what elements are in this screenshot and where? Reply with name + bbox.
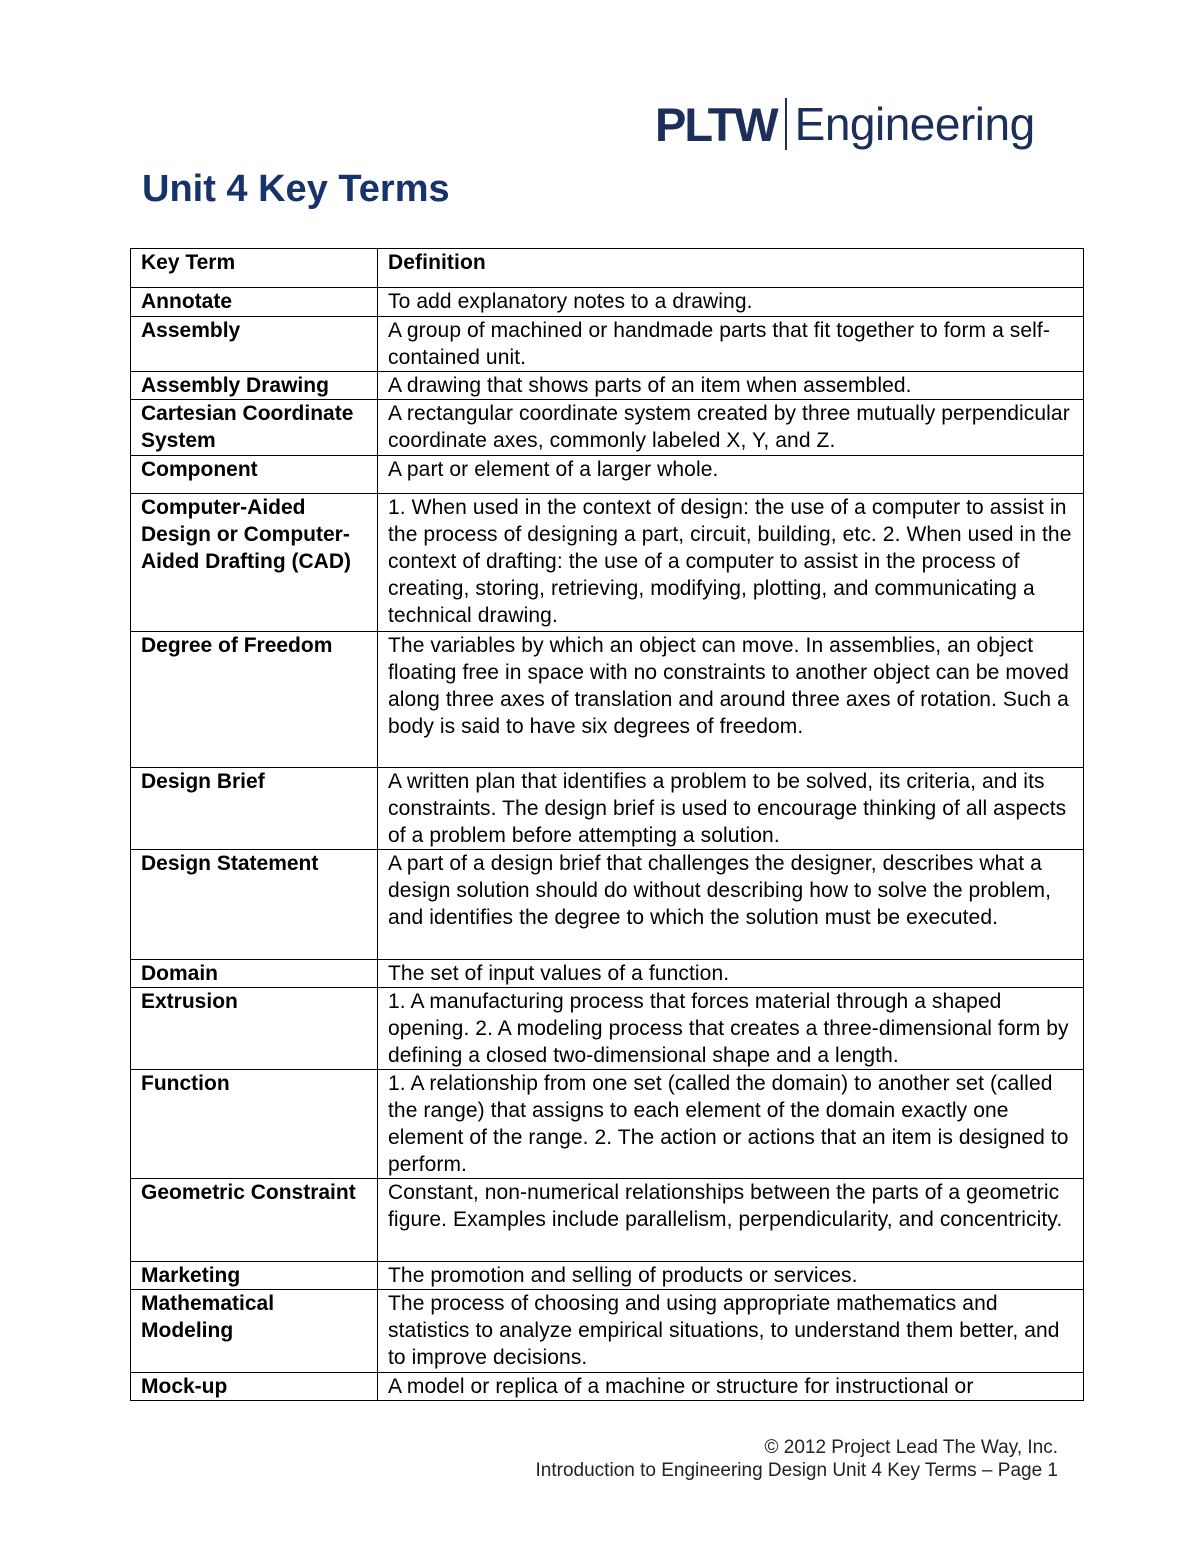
header-definition: Definition	[378, 249, 1084, 288]
table-row	[131, 960, 1084, 988]
key-term-cell: Mock-up	[131, 1373, 378, 1401]
key-term-cell: Design Statement	[131, 850, 378, 960]
logo-divider	[785, 98, 787, 150]
definition-cell: The process of choosing and using appropriate mathematics and statistics to analyze empirical situations, to understand them better, and to improve decisions.	[378, 1290, 1084, 1373]
key-term-cell: Design Brief	[131, 768, 378, 850]
table-row	[131, 400, 1084, 456]
table-header-row	[131, 249, 1084, 288]
table-row	[131, 317, 1084, 372]
table-row	[131, 632, 1084, 768]
key-term-cell: Component	[131, 456, 378, 494]
definition-cell: A model or replica of a machine or structure for instructional or	[378, 1373, 1084, 1401]
key-term-cell: Degree of Freedom	[131, 632, 378, 768]
logo-brand: PLTW	[655, 97, 777, 151]
definition-cell: A written plan that identifies a problem to be solved, its criteria, and its constraints. The design brief is used to encourage thinking of all aspects of a problem before attempting a solution.	[378, 768, 1084, 850]
key-term-cell: Annotate	[131, 288, 378, 317]
definition-cell: A part of a design brief that challenges the designer, describes what a design solution should do without describing how to solve the problem, and identifies the degree to which the solution must be executed.	[378, 850, 1084, 960]
table-row	[131, 768, 1084, 850]
table-row	[131, 1290, 1084, 1373]
key-term-cell: Assembly	[131, 317, 378, 372]
definition-cell: A drawing that shows parts of an item when assembled.	[378, 372, 1084, 400]
definition-cell: 1. A relationship from one set (called the domain) to another set (called the range) that assigns to each element of the domain exactly one element of the range. 2. The action or actions that an item is designed to perform.	[378, 1070, 1084, 1179]
key-term-cell: Geometric Constraint	[131, 1179, 378, 1262]
definition-cell: The variables by which an object can move. In assemblies, an object floating free in space with no constraints to another object can be moved along three axes of translation and around three axes of rotation. Such a body is said to have six degrees of freedom.	[378, 632, 1084, 768]
table-row	[131, 1070, 1084, 1179]
definition-cell: To add explanatory notes to a drawing.	[378, 288, 1084, 317]
definition-cell: 1. A manufacturing process that forces material through a shaped opening. 2. A modeling process that creates a three-dimensional form by defining a closed two-dimensional shape and a length.	[378, 988, 1084, 1070]
footer-copyright: © 2012 Project Lead The Way, Inc.	[764, 1437, 1058, 1458]
logo-division: Engineering	[794, 98, 1035, 150]
key-term-cell: Marketing	[131, 1262, 378, 1290]
definition-cell: A part or element of a larger whole.	[378, 456, 1084, 494]
page-title: Unit 4 Key Terms	[142, 168, 450, 210]
definition-cell: Constant, non-numerical relationships between the parts of a geometric figure. Examples include parallelism, perpendicularity, and concentricity.	[378, 1179, 1084, 1262]
definition-cell: 1. When used in the context of design: the use of a computer to assist in the process of designing a part, circuit, building, etc. 2. When used in the context of drafting: the use of a computer to assist in the process of creating, storing, retrieving, modifying, plotting, and communicating a technical drawing.	[378, 494, 1084, 632]
table-row	[131, 1373, 1084, 1401]
header-key-term: Key Term	[131, 249, 378, 288]
key-term-cell: Function	[131, 1070, 378, 1179]
definition-cell: The set of input values of a function.	[378, 960, 1084, 988]
key-term-cell: Cartesian Coordinate System	[131, 400, 378, 456]
table-row	[131, 372, 1084, 400]
table-row	[131, 988, 1084, 1070]
table-row	[131, 1262, 1084, 1290]
definition-cell: The promotion and selling of products or services.	[378, 1262, 1084, 1290]
key-term-cell: Mathematical Modeling	[131, 1290, 378, 1373]
footer-page-info: Introduction to Engineering Design Unit 4 Key Terms – Page 1	[535, 1460, 1058, 1481]
table-row	[131, 850, 1084, 960]
definition-cell: A group of machined or handmade parts that fit together to form a self-contained unit.	[378, 317, 1084, 372]
key-term-cell: Extrusion	[131, 988, 378, 1070]
table-row	[131, 288, 1084, 317]
definition-cell: A rectangular coordinate system created by three mutually perpendicular coordinate axes, commonly labeled X, Y, and Z.	[378, 400, 1084, 456]
table-row	[131, 456, 1084, 494]
key-term-cell: Assembly Drawing	[131, 372, 378, 400]
key-term-cell: Computer-Aided Design or Computer-Aided Drafting (CAD)	[131, 494, 378, 632]
table-row	[131, 1179, 1084, 1262]
key-term-cell: Domain	[131, 960, 378, 988]
table-row	[131, 494, 1084, 632]
key-terms-table	[130, 248, 1084, 1401]
pltw-engineering-logo	[655, 96, 1035, 152]
